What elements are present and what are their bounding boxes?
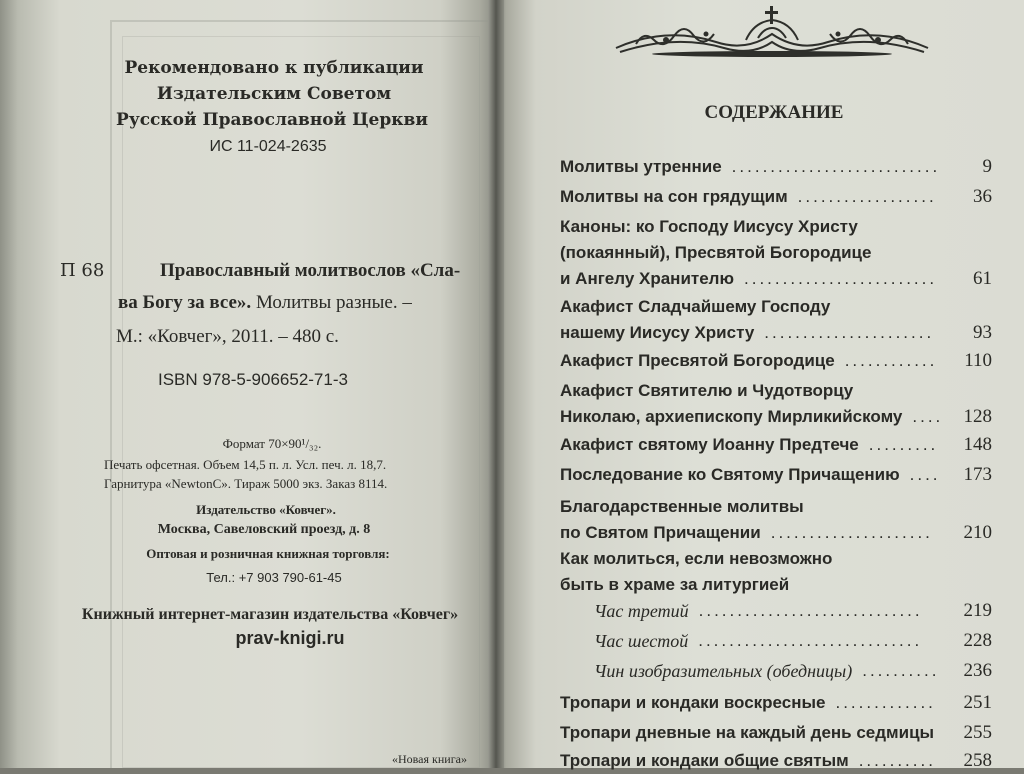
publisher-address: Москва, Савеловский проезд, д. 8 <box>157 522 371 537</box>
toc-entry-title: по Святом Причащении <box>560 523 761 542</box>
toc-entry-line <box>560 214 992 240</box>
toc-heading: СОДЕРЖАНИЕ <box>704 102 844 123</box>
approval-line-1: Рекомендовано к публикации <box>124 58 424 78</box>
toc-leader-dots: ............. <box>835 693 936 712</box>
toc-entry <box>560 494 992 546</box>
toc-entry-title: Молитвы утренние <box>560 157 722 176</box>
toc-entry-line <box>560 658 992 684</box>
toc-leader-dots: ............................. <box>698 601 923 620</box>
approval-code: ИС 11-024-2635 <box>209 138 327 155</box>
toc-page-number: 251 <box>963 692 992 713</box>
toc-entry-line <box>560 462 992 488</box>
shop-url: prav-knigi.ru <box>235 628 345 648</box>
toc-leader-dots: .......... <box>862 661 940 680</box>
toc-entry-title: (покаянный), Пресвятой Богородице <box>560 243 872 262</box>
toc-entry <box>560 748 992 774</box>
toc-page-number: 210 <box>963 522 992 543</box>
toc-leader-dots: ......... <box>868 435 939 454</box>
toc-entry-title: быть в храме за литургией <box>560 575 790 594</box>
toc-entry-line <box>560 720 992 746</box>
toc-entry-line <box>560 628 992 654</box>
print-line: Печать офсетная. Объем 14,5 п. л. Усл. печ. л. 18,7. <box>104 457 387 472</box>
toc-leader-dots: .... <box>912 407 944 426</box>
toc-entry-title: Николаю, архиепископу Мирликийскому <box>560 407 903 426</box>
toc-page-number: 110 <box>964 350 992 371</box>
toc-entry-title: Час шестой <box>594 631 689 651</box>
toc-entry-title: Тропари и кондаки воскресные <box>560 693 826 712</box>
toc-entry-title: Благодарственные молитвы <box>560 497 804 516</box>
toc-page-number: 258 <box>963 750 992 771</box>
isbn: ISBN 978-5-906652-71-3 <box>158 370 348 389</box>
toc-page-number: 61 <box>973 268 992 289</box>
toc-page-number: 93 <box>973 322 992 343</box>
toc-leader-dots: .......... <box>858 751 936 770</box>
toc-entry <box>560 154 992 180</box>
ornament-headpiece <box>606 4 938 62</box>
toc-entry-line <box>560 266 992 292</box>
toc-entry-title: Час третий <box>594 601 689 621</box>
index-code: П 68 <box>60 260 105 281</box>
toc-entry-line <box>560 432 992 458</box>
publisher-name: Издательство «Ковчег». <box>196 502 336 517</box>
toc-entry-title: Как молиться, если невозможно <box>560 549 833 568</box>
toc-leader-dots: .................. <box>797 187 937 206</box>
toc-entry-line <box>560 404 992 430</box>
phone-line: Тел.: +7 903 790-61-45 <box>206 570 342 585</box>
book-gutter <box>488 0 504 768</box>
toc-entry <box>560 184 992 210</box>
toc-entry-title: нашему Иисусу Христу <box>560 323 755 342</box>
toc-entry <box>560 628 992 654</box>
toc-entry <box>560 690 992 716</box>
toc-entry-line <box>560 690 992 716</box>
toc-entry <box>560 432 992 458</box>
toc-page-number: 255 <box>963 722 992 743</box>
toc-leader-dots: ........................... <box>731 157 941 176</box>
shop-line: Книжный интернет-магазин издательства «Ковчег» <box>81 606 459 623</box>
toc-page-number: 9 <box>982 156 992 177</box>
toc-entry-line <box>560 546 992 572</box>
toc-entry-line <box>560 520 992 546</box>
toc-entry <box>560 294 992 346</box>
approval-line-2: Издательским Советом <box>156 84 392 104</box>
bib-title-bold: ва Богу за все». <box>118 292 252 313</box>
toc-entry-line <box>560 240 992 266</box>
toc-entry <box>560 720 992 746</box>
toc-page-number: 228 <box>963 630 992 651</box>
trade-line: Оптовая и розничная книжная торговля: <box>146 546 390 561</box>
format-line: Формат 70×90¹/₃₂. <box>222 436 322 451</box>
toc-entry-line <box>560 598 992 624</box>
toc-page-number: 173 <box>963 464 992 485</box>
toc-page-number: 36 <box>973 186 992 207</box>
toc-entry <box>560 214 992 292</box>
toc-entry-title: и Ангелу Хранителю <box>560 269 735 288</box>
toc-entry-line <box>560 348 992 374</box>
toc-leader-dots: ..................... <box>770 523 933 542</box>
bottom-cut-text: «Новая книга» <box>392 752 467 766</box>
toc-entry-title: Тропари дневные на каждый день седмицы <box>560 723 935 742</box>
toc-leader-dots: ............ <box>844 351 938 370</box>
toc-entry <box>560 378 992 430</box>
toc-page-number: 148 <box>963 434 992 455</box>
toc-entry-title: Чин изобразительных (обедницы) <box>594 661 853 681</box>
toc-entry-line <box>560 320 992 346</box>
toc-entry-line <box>560 184 992 210</box>
toc-entry-title: Акафист Пресвятой Богородице <box>560 351 835 370</box>
toc-entry-title: Тропари и кондаки общие святым <box>560 751 849 770</box>
bib-line-2 <box>118 292 412 314</box>
toc-page-number: 236 <box>963 660 992 681</box>
toc-entry <box>560 348 992 374</box>
toc-entry-line <box>560 378 992 404</box>
toc-entry <box>560 658 992 684</box>
left-page <box>0 0 496 768</box>
toc-entry-title: Последование ко Святому Причащению <box>560 465 900 484</box>
toc-entry-line <box>560 494 992 520</box>
toc-entry-line <box>560 748 992 774</box>
toc-entry-line <box>560 572 992 598</box>
bib-title-rest: Молитвы разные. – <box>251 292 412 313</box>
toc-leader-dots: ...................... <box>764 323 935 342</box>
toc-entry-title: Каноны: ко Господу Иисусу Христу <box>560 217 858 236</box>
toc-leader-dots: .... <box>909 465 941 484</box>
toc-entry <box>560 462 992 488</box>
toc-leader-dots: ......................... <box>744 269 938 288</box>
toc-entry <box>560 546 992 598</box>
toc-entry-title: Акафист Сладчайшему Господу <box>560 297 831 316</box>
toc-page-number: 128 <box>963 406 992 427</box>
toc-leader-dots: ............................. <box>698 631 923 650</box>
toc-entry-title: Акафист Святителю и Чудотворцу <box>560 381 854 400</box>
toc-entry-line <box>560 294 992 320</box>
toc-entry <box>560 598 992 624</box>
approval-line-3: Русской Православной Церкви <box>116 110 428 130</box>
bib-line-1: Православный молитвослов «Сла- <box>160 260 461 281</box>
toc-entry-title: Молитвы на сон грядущим <box>560 187 788 206</box>
bib-line-3: М.: «Ковчег», 2011. – 480 с. <box>116 326 339 347</box>
toc-page-number: 219 <box>963 600 992 621</box>
toc-entry-line <box>560 154 992 180</box>
toc-entry-title: Акафист святому Иоанну Предтече <box>560 435 859 454</box>
typeface-line: Гарнитура «NewtonC». Тираж 5000 экз. Заказ 8114. <box>104 476 388 491</box>
